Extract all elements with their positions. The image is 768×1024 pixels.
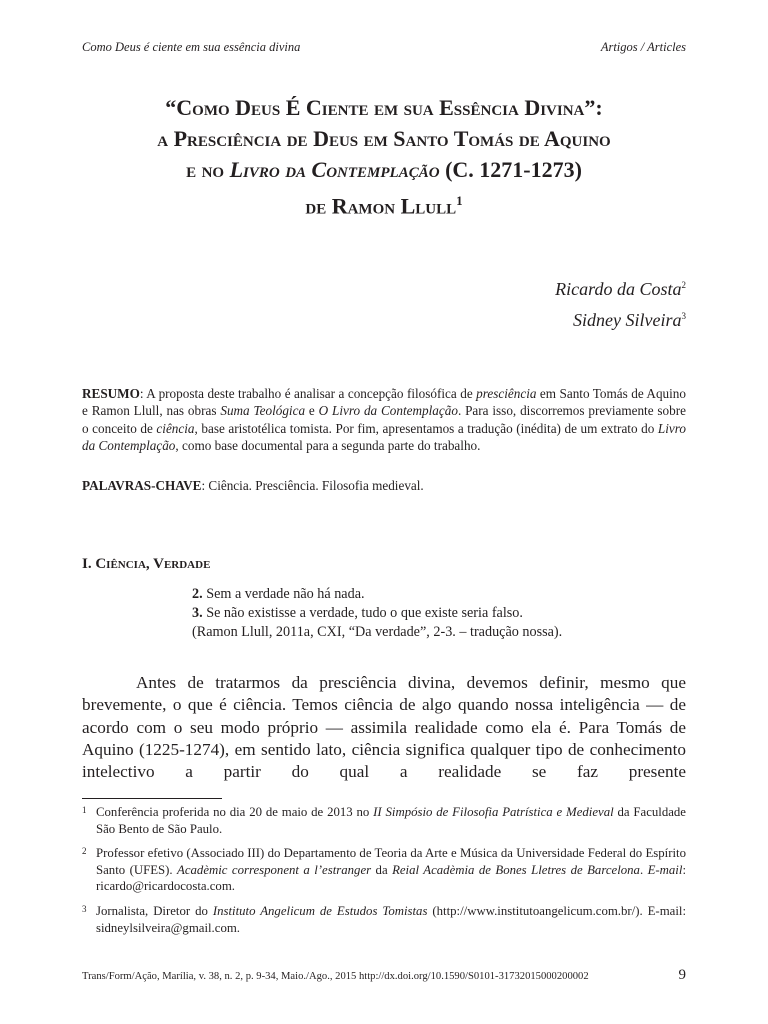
article-title [82,92,686,221]
author-1: Ricardo da Costa$^2$ [555,279,686,299]
footnote-1: 1 Conferência proferida no dia 20 de maio de 2013 no II Simpósio de Filosofia Patrística e Medieval da Faculdade São Bento de São Paulo. [82,804,686,837]
title-book-name: Livro da Contemplação [229,157,440,182]
abstract: RESUMO: A proposta deste trabalho é analisar a concepção filosófica de presciência em Santo Tomás de Aquino e Ramon Llull, nas obras Suma Teológica e O Livro da Contemplação. Para isso, discorremos previamente sobre o conceito de ciência, base aristotélica tomista. Por fim, apresentamos a tradução (inédita) de um extrato do Livro da Contemplação, como base documental para a segunda parte do trabalho. [82,386,686,454]
footnote-divider [82,798,222,799]
author-footnote-ref[interactable]: 2 [681,280,686,290]
epigraph-line: 2. Sem a verdade não há nada. [192,586,365,602]
body-paragraph: Antes de tratarmos da presciência divina, devemos definir, mesmo que brevemente, o que é ciência. Temos ciência de algo quando nossa inteligência — de acordo com o seu modo próprio — assimila realidade como ela é. Para Tomás de Aquino (1225-1274), em sentido lato, ciência significa qualquer tipo de conhecimento intelectivo a partir do qual a realidade se faz presente [82,673,686,782]
page-number: 9 [678,967,686,983]
abstract-label: RESUMO [82,386,140,401]
author-2: Sidney Silveira$^3$ [573,310,686,330]
footnote-number: 1 [82,805,87,815]
section-heading: I. Ciência, Verdade [82,556,211,572]
author-list [555,272,686,334]
footnote-number: 2 [82,846,87,857]
title-footnote-ref[interactable]: 1 [456,193,463,208]
epigraph-citation: (Ramon Llull, 2011a, CXI, “Da verdade”, 2-3. – tradução nossa). [192,624,563,640]
footnote-number: 3 [82,903,87,914]
keywords: PALAVRAS-CHAVE: Ciência. Presciência. Filosofia medieval. [82,478,424,493]
title-line-4: de Ramon Llull$^1$ [305,193,463,219]
running-title: Como Deus é ciente em sua essência divina [82,40,301,54]
epigraph [192,585,562,642]
title-line-3: e no Livro da Contemplação (C. 1271-1273) [186,157,582,182]
keywords-label: PALAVRAS-CHAVE [82,478,202,493]
footnote-2: 2 Professor efetivo (Associado III) do Departamento de Teoria da Arte e Música da Universidade Federal do Espírito Santo (UFES). Acadèmic corresponent a l’estranger da Reial Acadèmia de Bones Lletres de Barcelona. E-mail: ricardo@ricardocosta.com. [82,845,686,895]
footnote-3: 3 Jornalista, Diretor do Instituto Angelicum de Estudos Tomistas (http://www.institutoangelicum.com.br/). E-mail: sidneylsilveira@gmail.com. [82,903,686,936]
body-text [82,672,686,783]
title-line-2: a Presciência de Deus em Santo Tomás de Aquino [157,126,611,151]
title-line-1: “Como Deus É Ciente em sua Essência Divina”: [165,95,603,120]
section-label: Artigos / Articles [600,40,686,54]
journal-citation: Trans/Form/Ação, Marília, v. 38, n. 2, p. 9-34, Maio./Ago., 2015 http://dx.doi.org/10.1590/S0101-31732015000200002 [82,971,589,982]
epigraph-line: 3. Se não existisse a verdade, tudo o que existe seria falso. [192,605,523,621]
author-footnote-ref[interactable]: 3 [681,311,686,321]
footnotes [82,804,686,944]
